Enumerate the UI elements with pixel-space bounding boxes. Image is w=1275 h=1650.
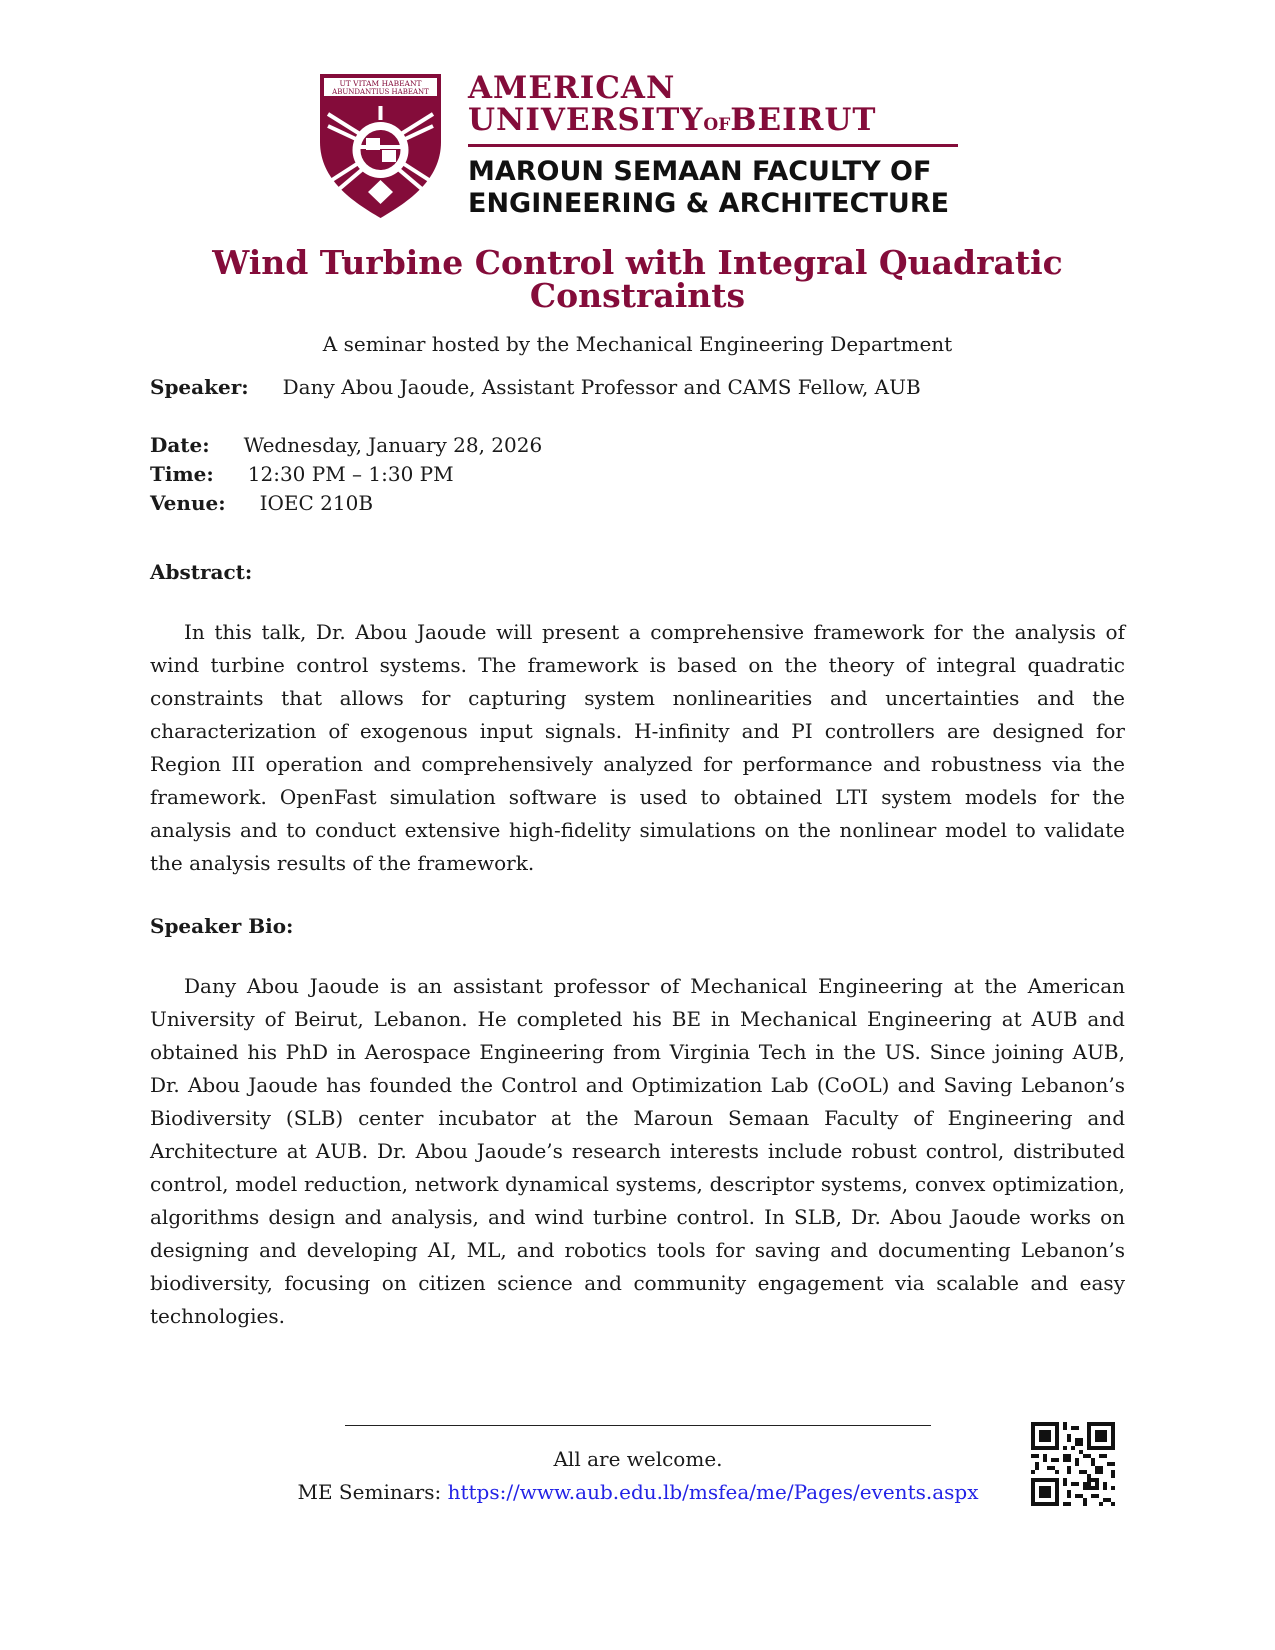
aub-crest-icon xyxy=(318,72,443,220)
aub-of: OF xyxy=(703,115,731,135)
seminar-title: Wind Turbine Control with Integral Quadratic Constraints xyxy=(212,243,1063,315)
venue-label: Venue: xyxy=(150,491,226,515)
seminars-link[interactable]: https://www.aub.edu.lb/msfea/me/Pages/events.aspx xyxy=(447,1480,979,1504)
date-row xyxy=(150,431,542,460)
footer-divider xyxy=(345,1425,931,1426)
speaker-row xyxy=(150,373,921,402)
abstract-heading: Abstract: xyxy=(150,560,253,584)
seminar-subtitle: A seminar hosted by the Mechanical Engineering Department xyxy=(322,332,953,356)
aub-wordmark-line1: AMERICAN xyxy=(468,70,676,106)
seminars-line xyxy=(200,1479,1076,1505)
aub-beirut: BEIRUT xyxy=(730,102,877,138)
date-value: Wednesday, January 28, 2026 xyxy=(243,433,543,457)
faculty-line2: ENGINEERING & ARCHITECTURE xyxy=(468,188,950,219)
aub-wordmark xyxy=(468,72,958,141)
time-label: Time: xyxy=(150,462,214,486)
bio-heading: Speaker Bio: xyxy=(150,914,294,938)
time-value: 12:30 PM – 1:30 PM xyxy=(247,462,454,486)
faculty-name xyxy=(468,156,988,220)
seminars-label: ME Seminars: xyxy=(297,1480,442,1504)
speaker-value: Dany Abou Jaoude, Assistant Professor and CAMS Fellow, AUB xyxy=(282,375,921,399)
abstract-text: In this talk, Dr. Abou Jaoude will present a comprehensive framework for the analysis of wind turbine control systems. The framework is based on the theory of integral quadratic constraints that allows for capturing system nonlinearities and uncertainties and the characterization of exogenous input signals. H-infinity and PI controllers are designed for Region III operation and comprehensively analyzed for performance and robustness via the framework. OpenFast simulation software is used to obtained LTI system models for the analysis and to conduct extensive high-fidelity simulations on the nonlinear model to validate the analysis results of the framework. xyxy=(150,620,1125,875)
date-label: Date: xyxy=(150,433,210,457)
crest-motto-line2: ABUNDANTIUS HABEANT xyxy=(332,88,429,96)
faculty-line1: MAROUN SEMAAN FACULTY OF xyxy=(468,156,932,187)
qr-code-icon xyxy=(1031,1422,1115,1506)
time-row xyxy=(150,460,454,489)
speaker-label: Speaker: xyxy=(150,375,249,399)
crest-motto-line1: UT VITAM HABEANT xyxy=(339,79,422,88)
aub-header xyxy=(318,72,958,222)
header-divider xyxy=(468,144,958,147)
venue-value: IOEC 210B xyxy=(259,491,374,515)
aub-wordmark-line2 xyxy=(468,104,958,141)
venue-row xyxy=(150,489,373,518)
aub-university: UNIVERSITY xyxy=(468,102,704,138)
welcome-text: All are welcome. xyxy=(553,1447,723,1471)
bio-text: Dany Abou Jaoude is an assistant professor of Mechanical Engineering at the American University of Beirut, Lebanon. He completed his BE in Mechanical Engineering at AUB and obtained his PhD in Aerospace Engineering from Virginia Tech in the US. Since joining AUB, Dr. Abou Jaoude has founded the Control and Optimization Lab (CoOL) and Saving Lebanon’s Biodiversity (SLB) center incubator at the Maroun Semaan Faculty of Engineering and Architecture at AUB. Dr. Abou Jaoude’s research interests include robust control, distributed control, model reduction, network dynamical systems, descriptor systems, convex optimization, algorithms design and analysis, and wind turbine control. In SLB, Dr. Abou Jaoude works on designing and developing AI, ML, and robotics tools for saving and documenting Lebanon’s biodiversity, focusing on citizen science and community engagement via scalable and easy technologies. xyxy=(150,974,1125,1328)
